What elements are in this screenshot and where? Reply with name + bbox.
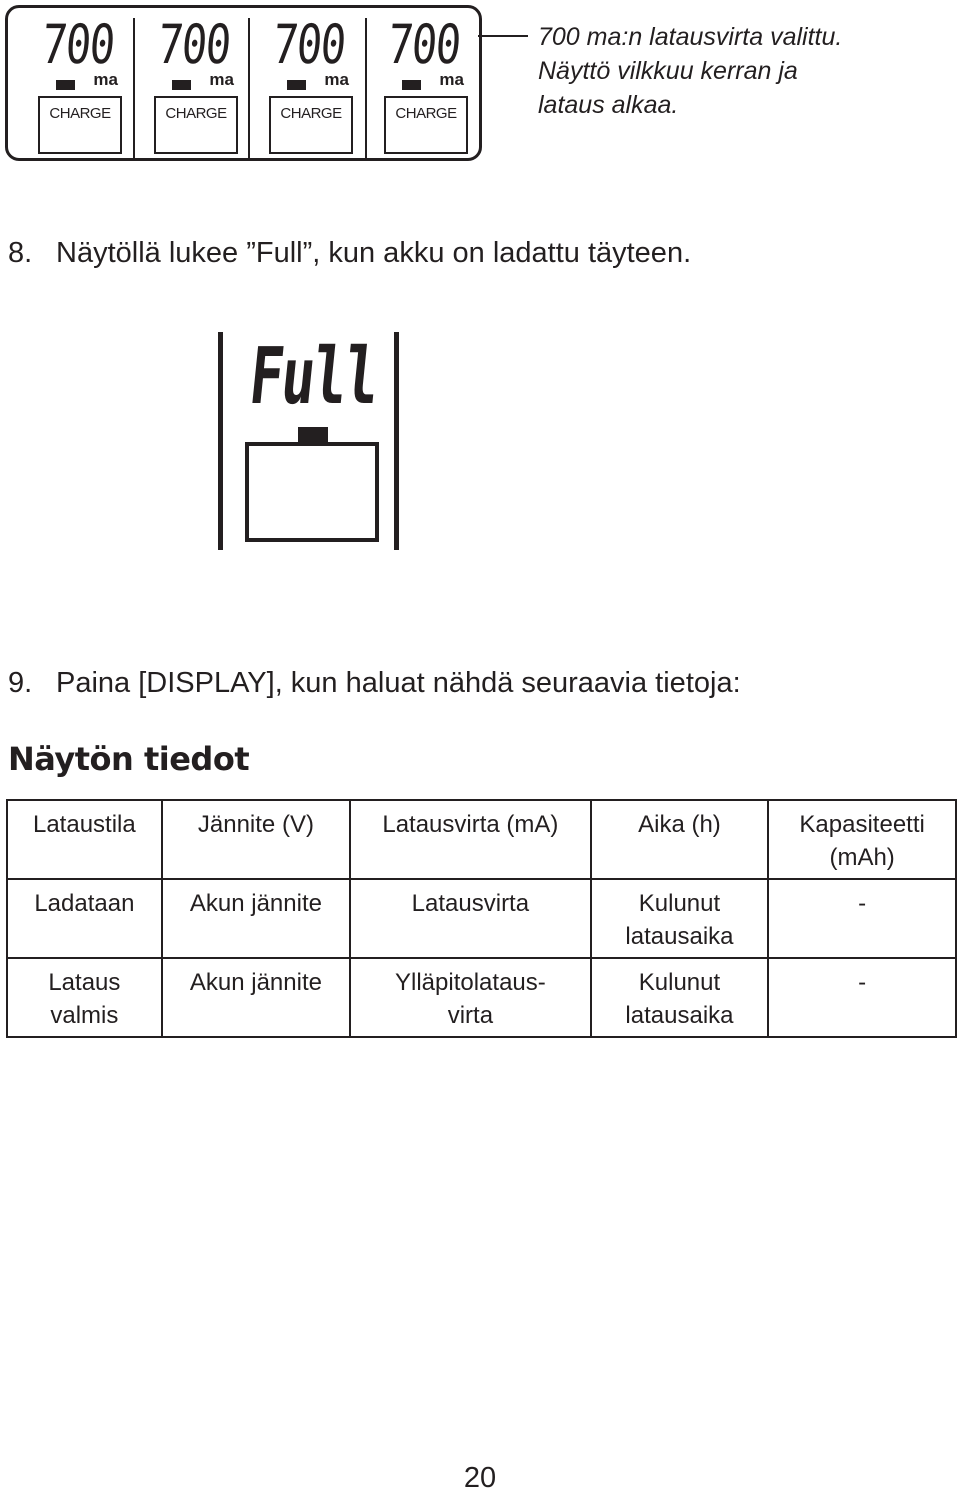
lcd-charge-label: CHARGE xyxy=(395,105,457,122)
full-status-text: Full xyxy=(245,332,382,422)
cell-text-line: latausaika xyxy=(625,1002,734,1029)
battery-indicator-icon xyxy=(287,80,306,90)
page-number: 20 xyxy=(463,1462,497,1494)
table-cell xyxy=(768,879,956,958)
lcd-slot-3 xyxy=(261,13,361,158)
lcd-current-value: 700 xyxy=(39,13,117,76)
lcd-charge-label: CHARGE xyxy=(49,105,111,122)
table-row xyxy=(7,879,956,958)
table-header-cell xyxy=(350,800,591,879)
table-body xyxy=(7,800,956,1037)
table-header-cell xyxy=(7,800,162,879)
lcd-charge-box xyxy=(384,96,468,154)
cell-text-line: Aika (h) xyxy=(638,811,721,838)
section-heading: Näytön tiedot xyxy=(8,740,250,778)
lcd-slot-1 xyxy=(30,13,130,158)
step-number: 9. xyxy=(8,667,33,699)
cell-text-line: Akun jännite xyxy=(189,969,322,996)
cell-text-line: latausaika xyxy=(625,923,734,950)
display-right-bar xyxy=(394,332,399,550)
table-cell xyxy=(591,958,769,1037)
lcd-charge-label: CHARGE xyxy=(165,105,227,122)
table-row xyxy=(7,958,956,1037)
callout-line-3: lataus alkaa. xyxy=(538,91,679,119)
display-left-bar xyxy=(218,332,223,550)
lcd-current-value: 700 xyxy=(385,13,463,76)
cell-text-line: Lataustila xyxy=(32,811,136,838)
battery-indicator-icon xyxy=(298,427,328,442)
cell-text-line: Ylläpitolataus- xyxy=(395,969,546,996)
table-cell xyxy=(350,879,591,958)
display-info-table xyxy=(6,799,957,1038)
table-header-row xyxy=(7,800,956,879)
step-9 xyxy=(8,667,741,700)
cell-text-line: Latausvirta xyxy=(411,890,530,917)
cell-text-line: Kapasiteetti xyxy=(799,811,925,838)
lcd-current-value: 700 xyxy=(270,13,348,76)
lcd-divider xyxy=(365,18,367,158)
lcd-divider xyxy=(248,18,250,158)
battery-indicator-icon xyxy=(56,80,75,90)
step-text: Paina [DISPLAY], kun haluat nähdä seuraavia tietoja: xyxy=(56,667,741,699)
table-cell xyxy=(350,958,591,1037)
cell-text-line: Jännite (V) xyxy=(197,811,314,838)
cell-text-line: - xyxy=(858,969,867,996)
lcd-slot-4 xyxy=(376,13,476,158)
table-cell xyxy=(768,958,956,1037)
table-header-cell xyxy=(162,800,350,879)
cell-text-line: Ladataan xyxy=(34,890,135,917)
cell-text-line: Kulunut xyxy=(638,969,721,996)
step-text: Näytöllä lukee ”Full”, kun akku on ladattu täyteen. xyxy=(56,237,692,269)
lcd-divider xyxy=(133,18,135,158)
lcd-charge-box xyxy=(38,96,122,154)
lcd-unit: ma xyxy=(93,70,118,89)
lcd-panel-illustration xyxy=(5,5,482,161)
cell-text-line: (mAh) xyxy=(829,844,895,871)
cell-text-line: valmis xyxy=(50,1002,119,1029)
table-header-cell xyxy=(591,800,769,879)
lcd-charge-label: CHARGE xyxy=(280,105,342,122)
callout-line-1: 700 ma:n latausvirta valittu. xyxy=(538,23,843,51)
lcd-unit: ma xyxy=(209,70,234,89)
cell-text-line: virta xyxy=(447,1002,494,1029)
table-cell xyxy=(162,879,350,958)
callout-line-2: Näyttö vilkkuu kerran ja xyxy=(538,57,798,85)
lcd-unit: ma xyxy=(439,70,464,89)
step-8 xyxy=(8,237,691,270)
table-cell xyxy=(7,879,162,958)
callout-leader-line xyxy=(478,35,528,37)
battery-indicator-icon xyxy=(402,80,421,90)
cell-text-line: - xyxy=(858,890,867,917)
battery-indicator-icon xyxy=(172,80,191,90)
cell-text-line: Akun jännite xyxy=(189,890,322,917)
lcd-slot-2 xyxy=(146,13,246,158)
lcd-charge-box xyxy=(269,96,353,154)
table-cell xyxy=(591,879,769,958)
lcd-current-value: 700 xyxy=(155,13,233,76)
cell-text-line: Lataus xyxy=(48,969,121,996)
full-display-illustration xyxy=(218,332,404,552)
lcd-unit: ma xyxy=(324,70,349,89)
cell-text-line: Latausvirta (mA) xyxy=(382,811,559,838)
lcd-callout-text xyxy=(538,20,938,122)
step-number: 8. xyxy=(8,237,33,269)
table-cell xyxy=(7,958,162,1037)
display-charge-box xyxy=(245,442,379,542)
table-header-cell xyxy=(768,800,956,879)
table-cell xyxy=(162,958,350,1037)
cell-text-line: Kulunut xyxy=(638,890,721,917)
lcd-charge-box xyxy=(154,96,238,154)
